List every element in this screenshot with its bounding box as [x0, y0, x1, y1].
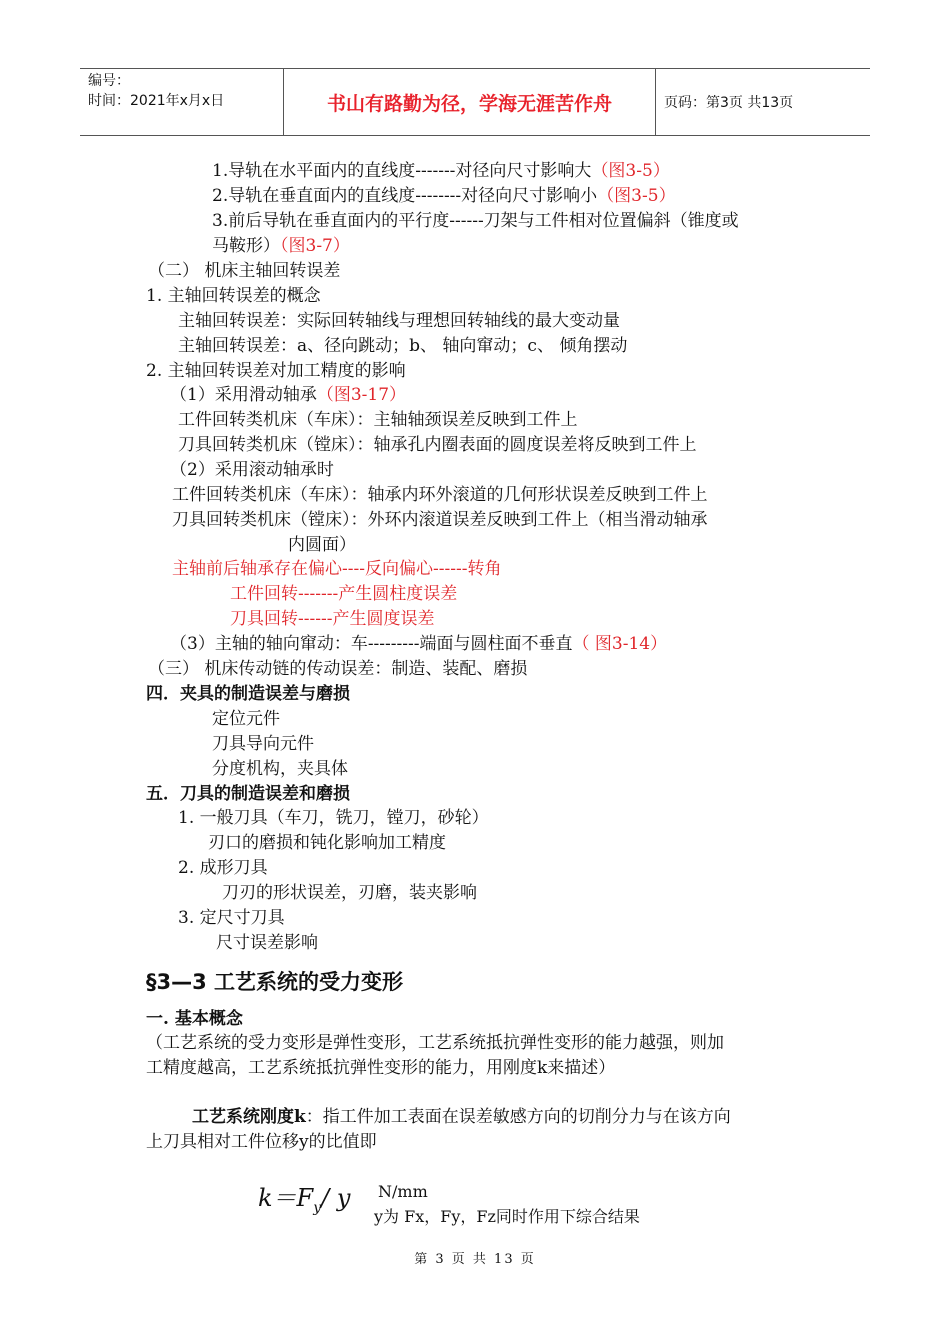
- text: 2.导轨在垂直面内的直线度--------对径向尺寸影响小: [212, 186, 598, 206]
- subheading: （三） 机床传动链的传动误差：制造、装配、磨损: [148, 659, 528, 679]
- text-line: （2）采用滚动轴承时: [170, 460, 334, 480]
- term: 工艺系统刚度k: [192, 1107, 306, 1127]
- text: 马鞍形）: [212, 236, 280, 256]
- subheading: （二） 机床主轴回转误差: [148, 261, 341, 281]
- number-label: 编号：: [88, 73, 130, 89]
- heading: 一. 基本概念: [146, 1009, 243, 1029]
- text-line: 刀具回转类机床（镗床）：外环内滚道误差反映到工件上（相当滑动轴承: [172, 510, 708, 530]
- text: （1）采用滑动轴承: [170, 385, 317, 405]
- formula-unit: N/mm: [378, 1182, 428, 1201]
- formula-tail: / y: [321, 1184, 351, 1212]
- text-line: 刀具回转类机床（镗床）：轴承孔内圈表面的圆度误差将反映到工件上: [178, 435, 697, 455]
- figure-ref: （ 图3-14）: [572, 634, 668, 654]
- text: 1.导轨在水平面内的直线度-------对径向尺寸影响大: [212, 161, 592, 181]
- figure-ref: （图3-5）: [591, 161, 670, 181]
- text-line: [212, 160, 670, 182]
- heading: 五．刀具的制造误差和磨损: [146, 784, 350, 804]
- header-info: [80, 69, 283, 135]
- figure-ref: （图3-5）: [597, 186, 676, 206]
- figure-ref: （图3-7）: [280, 236, 350, 256]
- heading: 四．夹具的制造误差与磨损: [146, 684, 350, 704]
- text-line: [170, 633, 667, 655]
- time-label: 时间：2021年x月x日: [88, 93, 225, 109]
- text-line: 3. 定尺寸刀具: [178, 908, 285, 928]
- figure-ref: （图3-17）: [316, 385, 407, 405]
- text-line: 刃口的磨损和钝化影响加工精度: [208, 833, 446, 853]
- text: ：指工件加工表面在误差敏感方向的切削分力与在该方向: [305, 1107, 731, 1127]
- text-line: 1. 主轴回转误差的概念: [146, 286, 321, 306]
- text-line: 1. 一般刀具（车刀，铣刀，镗刀，砂轮）: [178, 808, 489, 828]
- page-header: [80, 68, 870, 136]
- text-line: 上刀具相对工件位移y的比值即: [146, 1132, 377, 1152]
- text: （3）主轴的轴向窜动：车---------端面与圆柱面不垂直: [170, 634, 573, 654]
- text-line: （工艺系统的受力变形是弹性变形，工艺系统抵抗弹性变形的能力越强，则加: [146, 1033, 724, 1053]
- text-line: 内圆面）: [288, 535, 356, 555]
- header-page-info: 页码：第3页 共13页: [664, 95, 794, 111]
- text-line: [212, 235, 350, 257]
- text-line-red: 工件回转-------产生圆柱度误差: [230, 584, 458, 604]
- text-line: [170, 384, 406, 406]
- text-line: 工件回转类机床（车床）：轴承内环外滚道的几何形状误差反映到工件上: [172, 485, 708, 505]
- stiffness-formula: [258, 1178, 350, 1216]
- page-footer: 第 3 页 共 13 页: [414, 1252, 536, 1267]
- text-line: 3.前后导轨在垂直面内的平行度------刀架与工件相对位置偏斜（锥度或: [212, 211, 739, 231]
- text-line: 定位元件: [212, 709, 280, 729]
- text-line-red: 刀具回转------产生圆度误差: [230, 609, 435, 629]
- formula-main: k＝F: [258, 1184, 314, 1212]
- header-motto: 书山有路勤为径，学海无涯苦作舟: [283, 69, 656, 135]
- text-line-red: 主轴前后轴承存在偏心----反向偏心------转角: [172, 559, 502, 579]
- text-line: 工精度越高，工艺系统抵抗弹性变形的能力，用刚度k来描述）: [146, 1058, 616, 1078]
- text-line: 刀刃的形状误差，刃磨，装夹影响: [222, 883, 477, 903]
- section-title: §3—3 工艺系统的受力变形: [146, 970, 404, 994]
- text-line: 主轴回转误差：实际回转轴线与理想回转轴线的最大变动量: [178, 311, 620, 331]
- text-line: 分度机构，夹具体: [212, 759, 348, 779]
- text-line: 工件回转类机床（车床）：主轴轴颈误差反映到工件上: [178, 410, 578, 430]
- text-line: 尺寸误差影响: [216, 933, 318, 953]
- text-line: 2. 主轴回转误差对加工精度的影响: [146, 361, 406, 381]
- text-line: 主轴回转误差：a、径向跳动；b、 轴向窜动；c、 倾角摆动: [178, 336, 628, 356]
- formula-note: y为 Fx，Fy，Fz同时作用下综合结果: [374, 1207, 640, 1226]
- text-line: [192, 1106, 731, 1128]
- text-line: 刀具导向元件: [212, 734, 314, 754]
- formula-subscript: y: [313, 1199, 322, 1216]
- text-line: [212, 185, 676, 207]
- text-line: 2. 成形刀具: [178, 858, 268, 878]
